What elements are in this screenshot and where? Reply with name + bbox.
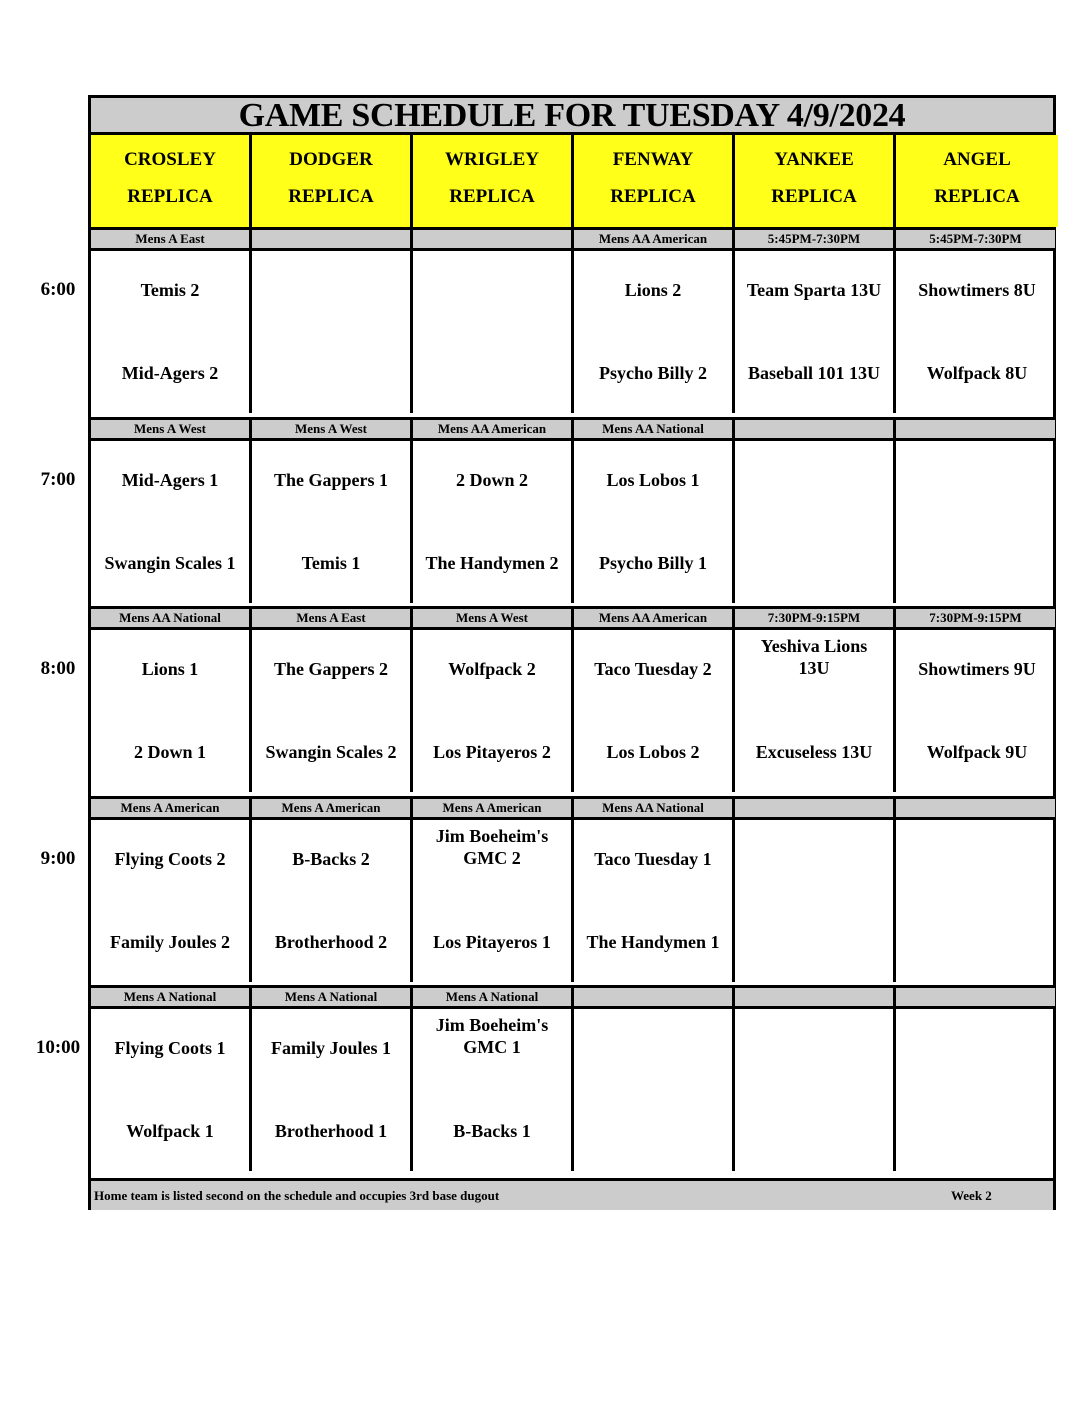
away-team: B-Backs 2 <box>292 849 370 869</box>
division-label: Mens A West <box>252 417 413 441</box>
division-label <box>574 985 735 1009</box>
schedule-table <box>88 95 1056 1210</box>
division-label <box>252 227 413 251</box>
game-cell <box>896 251 1058 413</box>
game-cell <box>735 630 896 792</box>
game-cell <box>252 630 413 792</box>
home-team: Swangin Scales 1 <box>104 553 236 573</box>
away-team: 2 Down 2 <box>455 470 528 490</box>
division-label <box>896 985 1055 1009</box>
home-team: Wolfpack 1 <box>126 1121 214 1141</box>
division-label: Mens AA National <box>91 606 252 630</box>
field-name: CROSLEY <box>124 149 216 170</box>
division-label: Mens A American <box>252 796 413 820</box>
field-type: REPLICA <box>610 186 696 207</box>
division-label <box>735 796 896 820</box>
game-cell <box>91 820 252 982</box>
division-label: Mens A West <box>91 417 252 441</box>
game-cell <box>413 630 574 792</box>
away-team: Showtimers 8U <box>918 280 1036 300</box>
game-cell <box>413 1009 574 1171</box>
game-cell <box>735 1009 896 1171</box>
division-label <box>896 417 1055 441</box>
home-team: Los Pitayeros 2 <box>433 742 551 762</box>
field-type: REPLICA <box>771 186 857 207</box>
game-cell <box>574 1009 735 1171</box>
game-cell <box>252 441 413 603</box>
game-cell <box>413 820 574 982</box>
home-team: Temis 1 <box>301 553 361 573</box>
home-team: Wolfpack 8U <box>926 363 1028 383</box>
home-team: Psycho Billy 1 <box>598 553 707 573</box>
game-cell <box>735 441 896 603</box>
game-cell <box>574 630 735 792</box>
game-cell <box>735 820 896 982</box>
field-name: FENWAY <box>612 149 694 170</box>
field-type: REPLICA <box>934 186 1020 207</box>
division-label: Mens AA National <box>574 417 735 441</box>
away-team: Mid-Agers 1 <box>121 470 219 490</box>
field-type: REPLICA <box>127 186 213 207</box>
division-label <box>413 227 574 251</box>
division-label: Mens A East <box>252 606 413 630</box>
home-team: Los Lobos 2 <box>606 742 700 762</box>
field-header <box>574 135 735 227</box>
game-cell <box>574 441 735 603</box>
game-cell <box>896 1009 1058 1171</box>
away-team: Jim Boeheim's GMC 2 <box>435 826 549 868</box>
division-label: 5:45PM-7:30PM <box>735 227 896 251</box>
home-team: Mid-Agers 2 <box>121 363 219 383</box>
division-label: Mens AA American <box>574 606 735 630</box>
game-cell <box>91 630 252 792</box>
division-label: 5:45PM-7:30PM <box>896 227 1055 251</box>
division-label: Mens AA American <box>413 417 574 441</box>
away-team: Showtimers 9U <box>918 659 1036 679</box>
home-team: B-Backs 1 <box>453 1121 531 1141</box>
game-cell <box>896 630 1058 792</box>
field-name: YANKEE <box>774 149 854 170</box>
time-slot-label: 9:00 <box>40 848 76 869</box>
home-team: 2 Down 1 <box>133 742 206 762</box>
game-cell <box>413 441 574 603</box>
home-team: Swangin Scales 2 <box>265 742 397 762</box>
home-team: The Handymen 2 <box>425 553 559 573</box>
division-label: Mens A American <box>413 796 574 820</box>
away-team: Family Joules 1 <box>271 1038 391 1058</box>
game-cell <box>896 820 1058 982</box>
field-header <box>896 135 1058 227</box>
away-team: Lions 2 <box>624 280 682 300</box>
away-team: Temis 2 <box>140 280 200 300</box>
field-header <box>91 135 252 227</box>
field-type: REPLICA <box>288 186 374 207</box>
division-label <box>896 796 1055 820</box>
game-cell <box>896 441 1058 603</box>
game-cell <box>574 820 735 982</box>
field-type: REPLICA <box>449 186 535 207</box>
home-team: Excuseless 13U <box>755 742 873 762</box>
away-team: Yeshiva Lions 13U <box>760 636 868 678</box>
time-slot-label: 6:00 <box>40 279 76 300</box>
home-team: Psycho Billy 2 <box>598 363 707 383</box>
game-cell <box>252 820 413 982</box>
division-label: 7:30PM-9:15PM <box>896 606 1055 630</box>
division-label: Mens AA National <box>574 796 735 820</box>
home-team: Brotherhood 1 <box>274 1121 388 1141</box>
away-team: Los Lobos 1 <box>606 470 700 490</box>
field-name: ANGEL <box>943 149 1011 170</box>
week-label: Week 2 <box>951 1188 992 1203</box>
footer-note: Home team is listed second on the schedule and occupies 3rd base dugout <box>94 1188 500 1203</box>
game-cell <box>413 251 574 413</box>
game-cell <box>735 251 896 413</box>
division-label: Mens A West <box>413 606 574 630</box>
away-team: Lions 1 <box>141 659 199 679</box>
game-cell <box>91 441 252 603</box>
time-slot-label: 7:00 <box>40 469 76 490</box>
away-team: Flying Coots 1 <box>114 1038 226 1058</box>
away-team: The Gappers 2 <box>273 659 388 679</box>
away-team: The Gappers 1 <box>273 470 388 490</box>
away-team: Taco Tuesday 2 <box>594 659 712 679</box>
field-header <box>413 135 574 227</box>
home-team: Wolfpack 9U <box>926 742 1028 762</box>
game-cell <box>91 251 252 413</box>
game-cell <box>91 1009 252 1171</box>
division-label <box>735 985 896 1009</box>
time-slot-label: 8:00 <box>40 658 76 679</box>
field-name: DODGER <box>289 149 373 170</box>
home-team: The Handymen 1 <box>586 932 720 952</box>
division-label: Mens A National <box>413 985 574 1009</box>
division-label: 7:30PM-9:15PM <box>735 606 896 630</box>
division-label: Mens A American <box>91 796 252 820</box>
time-slot-label: 10:00 <box>35 1037 81 1058</box>
field-name: WRIGLEY <box>445 149 539 170</box>
game-cell <box>252 1009 413 1171</box>
away-team: Jim Boeheim's GMC 1 <box>435 1015 549 1057</box>
field-header <box>252 135 413 227</box>
home-team: Los Pitayeros 1 <box>433 932 551 952</box>
away-team: Taco Tuesday 1 <box>594 849 712 869</box>
field-header <box>735 135 896 227</box>
division-label: Mens A National <box>252 985 413 1009</box>
game-cell <box>252 251 413 413</box>
division-label: Mens A National <box>91 985 252 1009</box>
away-team: Team Sparta 13U <box>746 280 882 300</box>
home-team: Brotherhood 2 <box>274 932 388 952</box>
footer-bar <box>91 1178 1053 1210</box>
page-title: GAME SCHEDULE FOR TUESDAY 4/9/2024 <box>91 98 1053 135</box>
home-team: Baseball 101 13U <box>747 363 880 383</box>
division-label <box>735 417 896 441</box>
home-team: Family Joules 2 <box>110 932 230 952</box>
away-team: Flying Coots 2 <box>114 849 226 869</box>
game-cell <box>574 251 735 413</box>
away-team: Wolfpack 2 <box>448 659 536 679</box>
division-label: Mens AA American <box>574 227 735 251</box>
division-label: Mens A East <box>91 227 252 251</box>
